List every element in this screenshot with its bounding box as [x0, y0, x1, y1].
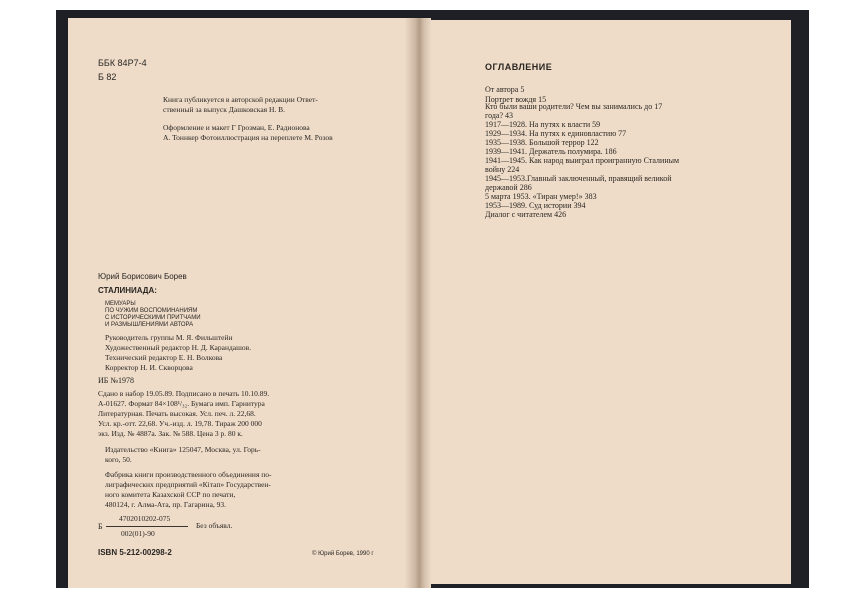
toc-entry: 5 марта 1953. «Тиран умер!» 383 — [485, 192, 597, 201]
editorial-note-line: ственный за выпуск Дашковская Н. В. — [163, 105, 286, 114]
copyright: © Юрий Борев, 1990 г — [312, 551, 374, 557]
code-note: Без объявл. — [196, 521, 233, 530]
staff-line: Руководитель группы М. Я. Фильштейн — [105, 333, 233, 342]
subtitle-line: С ИСТОРИЧЕСКИМИ ПРИТЧАМИ — [105, 315, 201, 321]
toc-entry: года? 43 — [485, 111, 514, 120]
b82-code: Б 82 — [98, 72, 117, 82]
toc-entry: 1939—1941. Держатель полумира. 186 — [485, 147, 617, 156]
toc-entry: От автора 5 — [485, 85, 525, 94]
toc-entry: Портрет вождя 15 — [485, 95, 547, 104]
publisher-line: Издательство «Книга» 125047, Москва, ул. Горь- — [105, 445, 261, 454]
bbk-code: ББК 84Р7-4 — [98, 58, 147, 68]
staff-line: Корректор Н. И. Скворцова — [105, 363, 193, 372]
toc-entry: 1929—1934. На путях к единовластию 77 — [485, 129, 627, 138]
toc-entry: державой 286 — [485, 183, 532, 192]
book-title: СТАЛИНИАДА: — [98, 286, 157, 295]
toc-entry: 1941—1945. Как народ выиграл проигранную Сталиным — [485, 156, 680, 165]
ib-number: ИБ №1978 — [98, 376, 135, 385]
toc-entry: войну 224 — [485, 165, 520, 174]
design-note-line: Оформление и макет Г Грозман, Е. Радионова — [163, 123, 310, 132]
toc-entry: Диалог с читателем 426 — [485, 210, 567, 219]
print-info-line: Литературная. Печать высокая. Усл. печ. л. 22,68. — [98, 409, 256, 418]
staff-line: Художественный редактор Н. Д. Карандашов. — [105, 343, 252, 352]
publisher-line: кого, 50. — [105, 455, 132, 464]
print-info-line: экз. Изд. № 4887а. Зак. № 588. Цена 3 р. 80 к. — [98, 429, 243, 438]
subtitle-line: И РАЗМЫШЛЕНИЯМИ АВТОРА — [105, 322, 194, 328]
toc-entry: 1935—1938. Большой террор 122 — [485, 138, 599, 147]
print-info-line: Сдано в набор 19.05.89. Подписано в печать 10.10.89. — [98, 389, 270, 398]
author-name: Юрий Борисович Борев — [98, 272, 187, 281]
editorial-note-line: Книга публикуется в авторской редакции Ответ- — [163, 95, 318, 104]
factory-line: 480124, г. Алма-Ата, пр. Гагарина, 93. — [105, 500, 227, 509]
factory-line: Фабрика книги производственного объединения по- — [105, 470, 272, 479]
subtitle-line: МЕМУАРЫ — [105, 301, 136, 307]
book-gutter — [405, 18, 431, 588]
staff-line: Технический редактор Е. Н. Волкова — [105, 353, 223, 362]
design-note-line: А. Тоннкер Фотоиллюстрация на переплете М. Розов — [163, 133, 333, 142]
code-top: 4702010202-075 — [119, 514, 171, 523]
factory-line: ного комитета Казахской ССР по печати, — [105, 490, 236, 499]
factory-line: лиграфических предприятий «Кітап» Государствен- — [105, 480, 271, 489]
code-fraction-rule — [106, 526, 188, 527]
code-letter: Б — [98, 522, 103, 531]
isbn: ISBN 5-212-00298-2 — [98, 548, 172, 557]
print-info-line: А-01627. Формат 84×108¹/₃₂. Бумага имп. Гарнитура — [98, 399, 265, 408]
subtitle-line: ПО ЧУЖИМ ВОСПОМИНАНИЯМ — [105, 308, 198, 314]
toc-heading: ОГЛАВЛЕНИЕ — [485, 62, 553, 72]
toc-entry: 1945—1953.Главный заключенный, правящий великой — [485, 174, 672, 183]
toc-entry: 1917—1928. На путях к власти 59 — [485, 120, 601, 129]
toc-entry: 1953—1989. Суд истории 394 — [485, 201, 586, 210]
code-bottom: 002(01)-90 — [121, 529, 155, 538]
toc-entry: Кто были ваши родители? Чем вы занимались до 17 — [485, 102, 663, 111]
print-info-line: Усл. кр.-отт. 22,68. Уч.-изд. л. 19,78. Тираж 200 000 — [98, 419, 262, 428]
